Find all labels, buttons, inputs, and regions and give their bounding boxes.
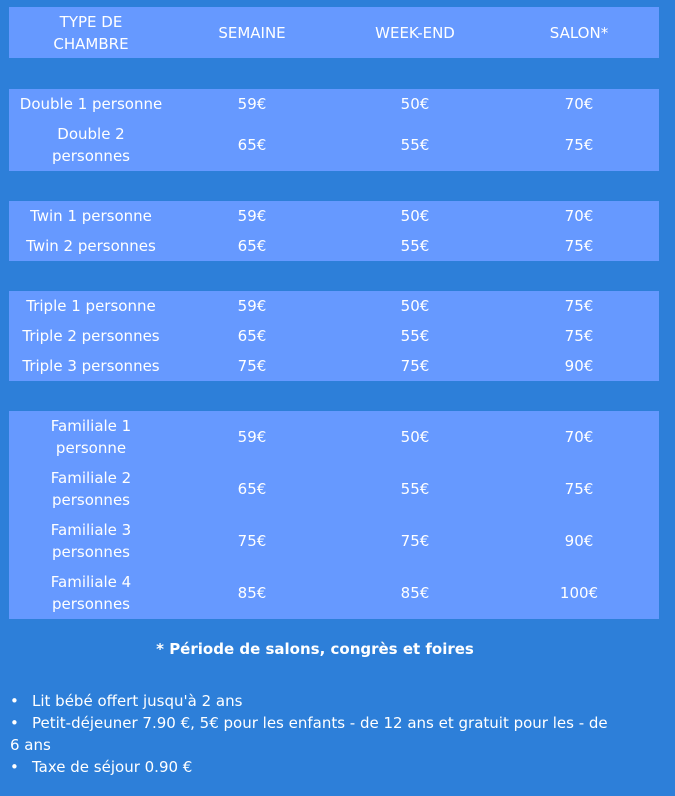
room-type: Triple 1 personne [26,297,156,315]
price-semaine: 59€ [237,428,267,446]
price-salon: 70€ [564,95,594,113]
table-row [9,567,659,619]
header-table [9,7,659,58]
price-semaine: 59€ [237,95,267,113]
price-salon: 90€ [564,357,594,375]
notes-list [10,690,610,778]
price-salon: 70€ [564,207,594,225]
room-type: Triple 3 personnes [22,357,160,375]
price-semaine: 75€ [237,357,267,375]
list-item: • Petit-déjeuner 7.90 €, 5€ pour les enfants - de 12 ans et gratuit pour les - de 6 ans [10,714,608,754]
table-row [9,291,659,321]
price-salon: 75€ [564,480,594,498]
table-row [9,201,659,231]
bullet-icon: • [10,692,19,710]
price-salon: 90€ [564,532,594,550]
header-weekend: WEEK-END [375,23,455,42]
room-type: Triple 2 personnes [22,327,160,345]
header-semaine: SEMAINE [218,23,286,42]
price-weekend: 75€ [400,357,430,375]
table-row [9,231,659,261]
price-salon: 70€ [564,428,594,446]
price-semaine: 65€ [237,237,267,255]
price-salon: 75€ [564,237,594,255]
room-type: Familiale 3 personnes [50,521,132,561]
header-row [9,7,659,58]
room-type: Familiale 2 personnes [50,469,132,509]
group-double [9,89,659,171]
price-semaine: 65€ [237,480,267,498]
price-semaine: 59€ [237,207,267,225]
price-weekend: 50€ [400,428,430,446]
price-salon: 100€ [559,584,599,602]
room-type: Familiale 4 personnes [50,573,132,613]
room-type: Double 1 personne [19,95,163,113]
price-weekend: 55€ [400,480,430,498]
table-row [9,321,659,351]
table-row [9,515,659,567]
table-row [9,89,659,119]
table-row [9,411,659,463]
room-type: Twin 1 personne [30,207,152,225]
price-weekend: 50€ [400,207,430,225]
price-weekend: 50€ [400,95,430,113]
bullet-icon: • [10,714,19,732]
price-salon: 75€ [564,297,594,315]
price-weekend: 50€ [400,297,430,315]
room-type: Double 2 personnes [52,125,130,165]
price-semaine: 65€ [237,136,267,154]
price-semaine: 59€ [237,297,267,315]
table-row [9,351,659,381]
price-salon: 75€ [564,327,594,345]
price-salon: 75€ [564,136,594,154]
price-weekend: 55€ [400,327,430,345]
room-type: Twin 2 personnes [26,237,156,255]
group-familiale [9,411,659,619]
header-salon: SALON* [549,23,609,42]
salon-footnote: * Période de salons, congrès et foires [156,640,474,658]
price-weekend: 85€ [400,584,430,602]
list-item: • Lit bébé offert jusqu'à 2 ans [10,692,243,710]
list-item: • Taxe de séjour 0.90 € [10,758,193,776]
header-type: TYPE DE CHAMBRE [53,12,129,53]
price-weekend: 55€ [400,136,430,154]
price-semaine: 85€ [237,584,267,602]
price-semaine: 75€ [237,532,267,550]
room-type: Familiale 1 personne [50,417,132,457]
table-row [9,119,659,171]
table-row [9,463,659,515]
price-weekend: 55€ [400,237,430,255]
price-semaine: 65€ [237,327,267,345]
bullet-icon: • [10,758,19,776]
group-triple [9,291,659,381]
group-twin [9,201,659,261]
price-weekend: 75€ [400,532,430,550]
